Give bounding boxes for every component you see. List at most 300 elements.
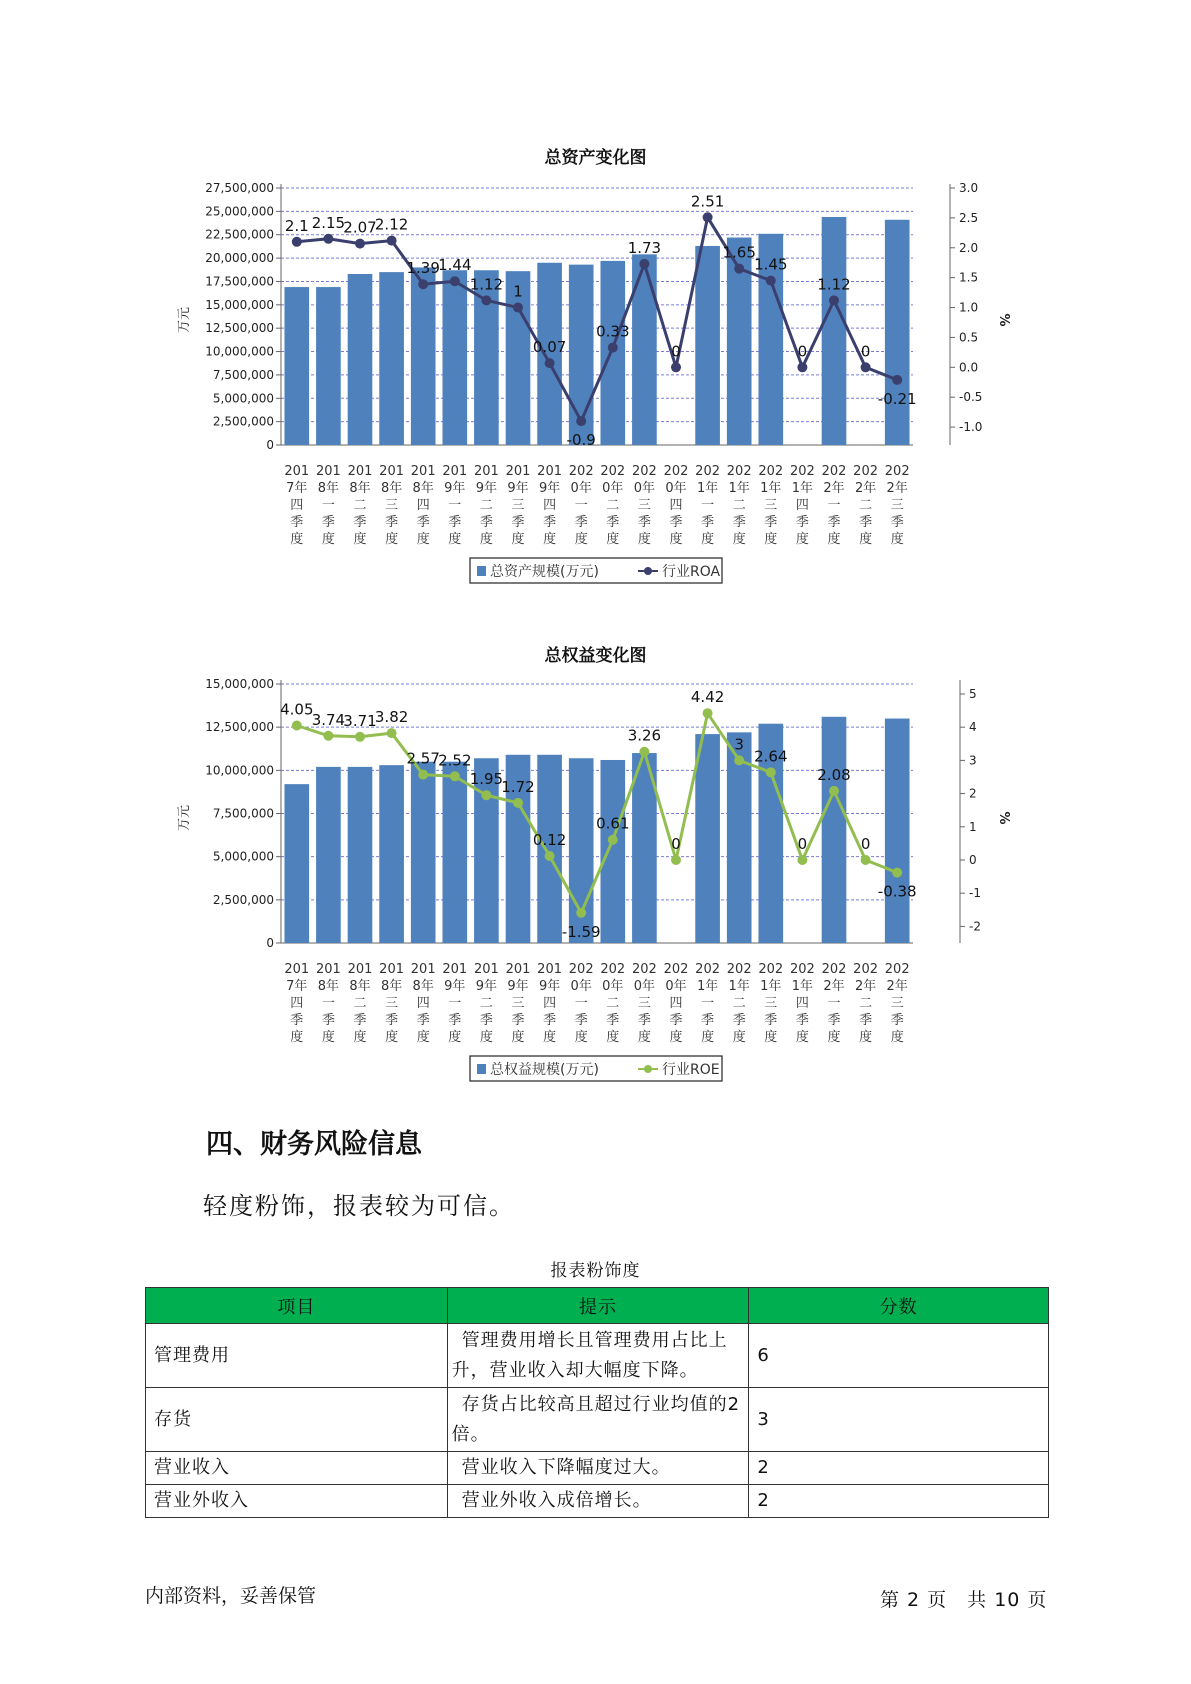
x-tick-label: 201 — [284, 464, 310, 479]
table-header-row — [146, 1288, 1049, 1324]
line-point — [323, 731, 333, 741]
y2-tick-label: -1 — [969, 886, 981, 901]
x-tick-label: 2年 — [886, 979, 908, 994]
x-tick-label: 四 — [543, 498, 557, 513]
x-tick-label: 201 — [347, 962, 373, 977]
x-tick-label: 0年 — [665, 979, 687, 994]
legend-bar-swatch — [477, 1064, 486, 1074]
x-tick-label: 三 — [511, 498, 525, 513]
bar — [379, 272, 404, 445]
bar — [284, 784, 309, 943]
x-tick-label: 1年 — [760, 979, 782, 994]
x-tick-label: 201 — [537, 464, 563, 479]
data-label: 1.12 — [469, 275, 504, 294]
x-tick-label: 8年 — [317, 979, 340, 994]
x-tick-label: 202 — [758, 962, 784, 977]
x-tick-label: 201 — [473, 464, 499, 479]
table-row — [146, 1452, 1049, 1485]
x-tick-label: 度 — [732, 1030, 746, 1045]
x-tick-label: 度 — [827, 532, 841, 547]
x-tick-label: 度 — [511, 532, 525, 547]
x-tick-label: 二 — [606, 996, 620, 1011]
y-tick-label: 25,000,000 — [205, 204, 274, 219]
x-tick-label: 季 — [385, 1013, 399, 1028]
y2-tick-label: 1.5 — [959, 270, 979, 285]
x-tick-label: 度 — [606, 1030, 620, 1045]
bar — [348, 274, 373, 445]
legend-line-marker — [644, 567, 652, 575]
y-tick-label: 7,500,000 — [212, 806, 274, 821]
x-tick-label: 一 — [827, 498, 841, 513]
x-tick-label: 季 — [290, 515, 304, 530]
cell-hint: 存货占比较高且超过行业均值的2倍。 — [447, 1388, 749, 1452]
x-tick-label: 度 — [448, 1030, 462, 1045]
y-axis-label: 万元 — [177, 804, 192, 832]
data-label: 3.71 — [343, 711, 377, 730]
y-tick-label: 7,500,000 — [212, 367, 274, 382]
legend-line-label: 行业ROE — [662, 1062, 720, 1078]
x-tick-label: 季 — [701, 1013, 715, 1028]
data-label: -0.21 — [877, 389, 917, 408]
y-tick-label: 2,500,000 — [212, 892, 274, 907]
bar — [822, 217, 847, 445]
data-label: 1.95 — [469, 770, 504, 789]
x-tick-label: 201 — [473, 962, 499, 977]
line-point — [292, 721, 302, 731]
x-tick-label: 四 — [795, 996, 809, 1011]
data-label: 3 — [734, 735, 744, 754]
header-hint: 提示 — [447, 1288, 749, 1324]
data-label: 4.42 — [690, 688, 725, 707]
x-tick-label: 度 — [827, 1030, 841, 1045]
x-tick-label: 9年 — [475, 481, 498, 496]
x-tick-label: 1年 — [728, 481, 750, 496]
data-label: 4.05 — [280, 700, 314, 719]
data-label: 1.44 — [438, 256, 472, 275]
bar — [695, 734, 720, 943]
y2-tick-label: 3.0 — [959, 181, 979, 195]
x-tick-label: 度 — [701, 532, 715, 547]
chart-title: 总资产变化图 — [544, 148, 647, 168]
x-tick-label: 2年 — [854, 481, 877, 496]
y-tick-label: 10,000,000 — [205, 344, 274, 359]
line-point — [545, 358, 555, 368]
x-tick-label: 季 — [606, 1013, 620, 1028]
x-tick-label: 202 — [789, 962, 815, 977]
line-point — [418, 770, 428, 780]
x-tick-label: 度 — [290, 532, 304, 547]
line-point — [450, 276, 460, 286]
x-tick-label: 202 — [695, 464, 721, 479]
bar — [348, 767, 373, 943]
data-label: 0 — [860, 834, 871, 853]
y2-tick-label: -0.5 — [959, 390, 983, 405]
line-point — [861, 362, 871, 372]
y2-tick-label: -1.0 — [959, 420, 983, 435]
x-tick-label: 8年 — [380, 481, 403, 496]
total-assets-chart — [0, 170, 1191, 590]
x-tick-label: 8年 — [380, 979, 403, 994]
x-tick-label: 0年 — [570, 481, 592, 496]
cell-hint: 营业外收入成倍增长。 — [447, 1485, 749, 1518]
data-label: 1.12 — [817, 275, 851, 294]
x-tick-label: 二 — [606, 498, 620, 513]
y-tick-label: 12,500,000 — [205, 321, 274, 336]
x-tick-label: 四 — [795, 498, 809, 513]
line-point — [797, 855, 807, 865]
x-tick-label: 二 — [732, 996, 746, 1011]
x-tick-label: 度 — [416, 1030, 430, 1045]
y-tick-label: 5,000,000 — [212, 849, 274, 864]
x-tick-label: 四 — [290, 996, 304, 1011]
x-tick-label: 一 — [574, 498, 588, 513]
bar — [885, 719, 910, 943]
bar — [379, 765, 404, 943]
y-tick-label: 15,000,000 — [205, 297, 274, 312]
y2-tick-label: 2.5 — [959, 210, 979, 225]
data-label: -1.59 — [561, 922, 601, 941]
data-label: 2.64 — [754, 747, 788, 766]
x-tick-label: 度 — [859, 1030, 873, 1045]
x-tick-label: 季 — [448, 1013, 462, 1028]
x-tick-label: 二 — [859, 996, 873, 1011]
bar — [411, 762, 436, 943]
cell-score: 2 — [749, 1452, 1049, 1485]
cell-score: 6 — [749, 1324, 1049, 1388]
x-tick-label: 四 — [290, 498, 304, 513]
line-point — [892, 868, 902, 878]
data-label: 0.12 — [532, 831, 567, 850]
x-tick-label: 202 — [663, 464, 689, 479]
bar — [695, 246, 720, 445]
x-tick-label: 一 — [321, 996, 335, 1011]
line-point — [608, 835, 618, 845]
x-tick-label: 三 — [637, 498, 651, 513]
x-tick-label: 季 — [606, 515, 620, 530]
x-tick-label: 202 — [600, 962, 626, 977]
x-tick-label: 度 — [732, 532, 746, 547]
x-tick-label: 度 — [637, 1030, 651, 1045]
x-tick-label: 季 — [795, 1013, 809, 1028]
x-tick-label: 二 — [353, 996, 367, 1011]
data-label: 3.74 — [311, 710, 346, 729]
x-tick-label: 季 — [290, 1013, 304, 1028]
line-point — [387, 728, 397, 738]
data-label: 2.57 — [406, 749, 440, 768]
risk-table — [145, 1287, 1049, 1518]
x-tick-label: 2年 — [823, 481, 845, 496]
x-tick-label: 季 — [669, 515, 683, 530]
y-tick-label: 27,500,000 — [205, 181, 274, 195]
x-tick-label: 2年 — [854, 979, 877, 994]
y-tick-label: 2,500,000 — [212, 414, 274, 429]
y2-tick-label: 2.0 — [959, 240, 979, 255]
x-tick-label: 三 — [385, 498, 399, 513]
x-tick-label: 度 — [669, 1030, 683, 1045]
x-tick-label: 季 — [479, 1013, 493, 1028]
x-tick-label: 度 — [448, 532, 462, 547]
line-point — [766, 276, 776, 286]
cell-item: 管理费用 — [146, 1324, 448, 1388]
x-tick-label: 7年 — [286, 481, 308, 496]
x-tick-label: 度 — [795, 1030, 809, 1045]
y-tick-label: 12,500,000 — [205, 720, 274, 735]
x-tick-label: 季 — [511, 515, 525, 530]
bar — [284, 287, 309, 445]
x-tick-label: 二 — [479, 996, 493, 1011]
x-tick-label: 季 — [321, 515, 335, 530]
x-tick-label: 201 — [505, 464, 531, 479]
x-tick-label: 0年 — [602, 979, 624, 994]
x-tick-label: 三 — [511, 996, 525, 1011]
x-tick-label: 202 — [568, 962, 594, 977]
x-tick-label: 201 — [379, 464, 405, 479]
x-tick-label: 四 — [669, 996, 683, 1011]
line-point — [513, 798, 523, 808]
line-point — [797, 362, 807, 372]
data-label: 2.52 — [438, 751, 472, 770]
cell-hint: 营业收入下降幅度过大。 — [447, 1452, 749, 1485]
x-tick-label: 度 — [321, 532, 335, 547]
bar — [600, 261, 625, 445]
x-tick-label: 202 — [853, 464, 879, 479]
bar — [600, 760, 625, 943]
data-label: -0.38 — [877, 882, 917, 901]
y2-tick-label: 1 — [969, 819, 977, 834]
x-tick-label: 季 — [353, 515, 367, 530]
x-tick-label: 三 — [385, 996, 399, 1011]
y2-tick-label: 4 — [969, 720, 977, 735]
x-tick-label: 度 — [543, 532, 557, 547]
x-tick-label: 8年 — [349, 979, 371, 994]
table-row — [146, 1324, 1049, 1388]
x-tick-label: 2年 — [886, 481, 908, 496]
y2-tick-label: 3 — [969, 753, 977, 768]
data-label: 1.73 — [627, 238, 662, 257]
data-label: 2.15 — [311, 213, 346, 232]
cell-item: 存货 — [146, 1388, 448, 1452]
data-label: 1.39 — [406, 259, 440, 278]
x-tick-label: 1年 — [696, 481, 719, 496]
y2-axis-label: % — [996, 811, 1011, 825]
x-tick-label: 季 — [353, 1013, 367, 1028]
x-tick-label: 8年 — [412, 979, 434, 994]
x-tick-label: 季 — [890, 1013, 904, 1028]
x-tick-label: 202 — [695, 962, 721, 977]
x-tick-label: 202 — [821, 464, 847, 479]
data-label: 2.12 — [374, 215, 409, 234]
x-tick-label: 季 — [574, 1013, 588, 1028]
y-axis-label: 万元 — [177, 306, 192, 334]
data-label: 1.65 — [722, 243, 756, 262]
x-tick-label: 季 — [764, 515, 778, 530]
data-label: -0.9 — [566, 431, 596, 450]
y-tick-label: 5,000,000 — [212, 391, 274, 406]
line-point — [292, 237, 302, 247]
data-label: 0.61 — [596, 814, 630, 833]
x-tick-label: 8年 — [317, 481, 340, 496]
x-tick-label: 三 — [764, 996, 778, 1011]
x-tick-label: 202 — [884, 962, 910, 977]
x-tick-label: 1年 — [760, 481, 782, 496]
line-point — [576, 416, 586, 426]
y-tick-label: 17,500,000 — [205, 274, 274, 289]
footer-note: 内部资料，妥善保管 — [145, 1585, 317, 1607]
x-tick-label: 度 — [701, 1030, 715, 1045]
x-tick-label: 202 — [663, 962, 689, 977]
x-tick-label: 202 — [568, 464, 594, 479]
x-tick-label: 202 — [726, 464, 752, 479]
x-tick-label: 201 — [347, 464, 373, 479]
line-point — [513, 303, 523, 313]
x-tick-label: 度 — [764, 1030, 778, 1045]
chart-title: 总权益变化图 — [544, 646, 647, 666]
x-tick-label: 二 — [353, 498, 367, 513]
x-tick-label: 度 — [479, 1030, 493, 1045]
x-tick-label: 季 — [827, 1013, 841, 1028]
header-score: 分数 — [749, 1288, 1049, 1324]
y2-tick-label: 2 — [969, 786, 977, 801]
x-tick-label: 度 — [764, 532, 778, 547]
bar — [822, 717, 847, 943]
x-tick-label: 202 — [884, 464, 910, 479]
x-tick-label: 季 — [543, 515, 557, 530]
x-tick-label: 二 — [859, 498, 873, 513]
x-tick-label: 一 — [574, 996, 588, 1011]
legend-bar-swatch — [477, 566, 486, 576]
x-tick-label: 季 — [827, 515, 841, 530]
x-tick-label: 度 — [511, 1030, 525, 1045]
data-label: 3.26 — [627, 726, 662, 745]
page-number: 第 2 页 共 10 页 — [880, 1589, 1048, 1611]
line-point — [639, 747, 649, 757]
x-tick-label: 度 — [385, 532, 399, 547]
line-point — [639, 259, 649, 269]
x-tick-label: 202 — [726, 962, 752, 977]
x-tick-label: 201 — [505, 962, 531, 977]
cell-score: 3 — [749, 1388, 1049, 1452]
x-tick-label: 季 — [764, 1013, 778, 1028]
cell-hint: 管理费用增长且管理费用占比上升，营业收入却大幅度下降。 — [447, 1324, 749, 1388]
x-tick-label: 0年 — [570, 979, 592, 994]
x-tick-label: 8年 — [349, 481, 371, 496]
x-tick-label: 季 — [795, 515, 809, 530]
x-tick-label: 季 — [321, 1013, 335, 1028]
x-tick-label: 201 — [537, 962, 563, 977]
x-tick-label: 9年 — [444, 481, 466, 496]
x-tick-label: 季 — [859, 515, 873, 530]
bar — [442, 762, 467, 943]
x-tick-label: 7年 — [286, 979, 308, 994]
total-equity-chart — [0, 668, 1191, 1088]
line-point — [734, 755, 744, 765]
x-tick-label: 度 — [795, 532, 809, 547]
data-label: 0 — [797, 834, 808, 853]
x-tick-label: 二 — [479, 498, 493, 513]
data-label: 0 — [860, 342, 871, 361]
x-tick-label: 度 — [353, 1030, 367, 1045]
x-tick-label: 一 — [827, 996, 841, 1011]
x-tick-label: 季 — [637, 515, 651, 530]
x-tick-label: 度 — [353, 532, 367, 547]
table-row — [146, 1388, 1049, 1452]
x-tick-label: 1年 — [791, 979, 814, 994]
x-tick-label: 202 — [853, 962, 879, 977]
line-point — [829, 786, 839, 796]
x-tick-label: 度 — [637, 532, 651, 547]
section-heading: 四、财务风险信息 — [206, 1129, 422, 1160]
x-tick-label: 度 — [321, 1030, 335, 1045]
x-tick-label: 季 — [701, 515, 715, 530]
y-tick-label: 20,000,000 — [205, 251, 274, 266]
y2-tick-label: 5 — [969, 686, 977, 701]
cell-score: 2 — [749, 1485, 1049, 1518]
x-tick-label: 度 — [543, 1030, 557, 1045]
header-item: 项目 — [146, 1288, 448, 1324]
x-tick-label: 季 — [416, 1013, 430, 1028]
x-tick-label: 四 — [416, 996, 430, 1011]
x-tick-label: 季 — [574, 515, 588, 530]
x-tick-label: 季 — [479, 515, 493, 530]
x-tick-label: 季 — [416, 515, 430, 530]
data-label: 0.07 — [532, 338, 567, 357]
x-tick-label: 四 — [669, 498, 683, 513]
line-point — [387, 236, 397, 246]
x-tick-label: 季 — [890, 515, 904, 530]
x-tick-label: 度 — [385, 1030, 399, 1045]
bar — [411, 267, 436, 445]
x-tick-label: 9年 — [507, 481, 529, 496]
x-tick-label: 202 — [821, 962, 847, 977]
x-tick-label: 8年 — [412, 481, 434, 496]
line-point — [671, 362, 681, 372]
x-tick-label: 度 — [416, 532, 430, 547]
bar — [316, 767, 341, 943]
bar — [442, 270, 467, 445]
line-point — [323, 234, 333, 244]
x-tick-label: 季 — [448, 515, 462, 530]
line-point — [450, 771, 460, 781]
x-tick-label: 201 — [315, 464, 341, 479]
x-tick-label: 季 — [732, 515, 746, 530]
x-tick-label: 季 — [385, 515, 399, 530]
line-point — [829, 295, 839, 305]
x-tick-label: 四 — [543, 996, 557, 1011]
y2-tick-label: 0.5 — [959, 330, 979, 345]
data-label: 2.08 — [817, 765, 851, 784]
y2-tick-label: 0.0 — [959, 360, 979, 375]
x-tick-label: 201 — [410, 464, 436, 479]
x-tick-label: 度 — [890, 1030, 904, 1045]
x-tick-label: 三 — [764, 498, 778, 513]
x-tick-label: 0年 — [665, 481, 687, 496]
data-label: 1 — [513, 282, 523, 301]
x-tick-label: 三 — [637, 996, 651, 1011]
x-tick-label: 201 — [284, 962, 310, 977]
data-label: 0 — [671, 834, 681, 853]
x-tick-label: 0年 — [602, 481, 624, 496]
y-tick-label: 15,000,000 — [205, 677, 274, 691]
line-point — [766, 767, 776, 777]
y2-tick-label: 1.0 — [959, 300, 979, 315]
y2-tick-label: -2 — [969, 919, 981, 934]
x-tick-label: 四 — [416, 498, 430, 513]
line-point — [481, 295, 491, 305]
x-tick-label: 度 — [574, 532, 588, 547]
x-tick-label: 度 — [574, 1030, 588, 1045]
y2-tick-label: 0 — [969, 852, 977, 867]
line-point — [861, 855, 871, 865]
